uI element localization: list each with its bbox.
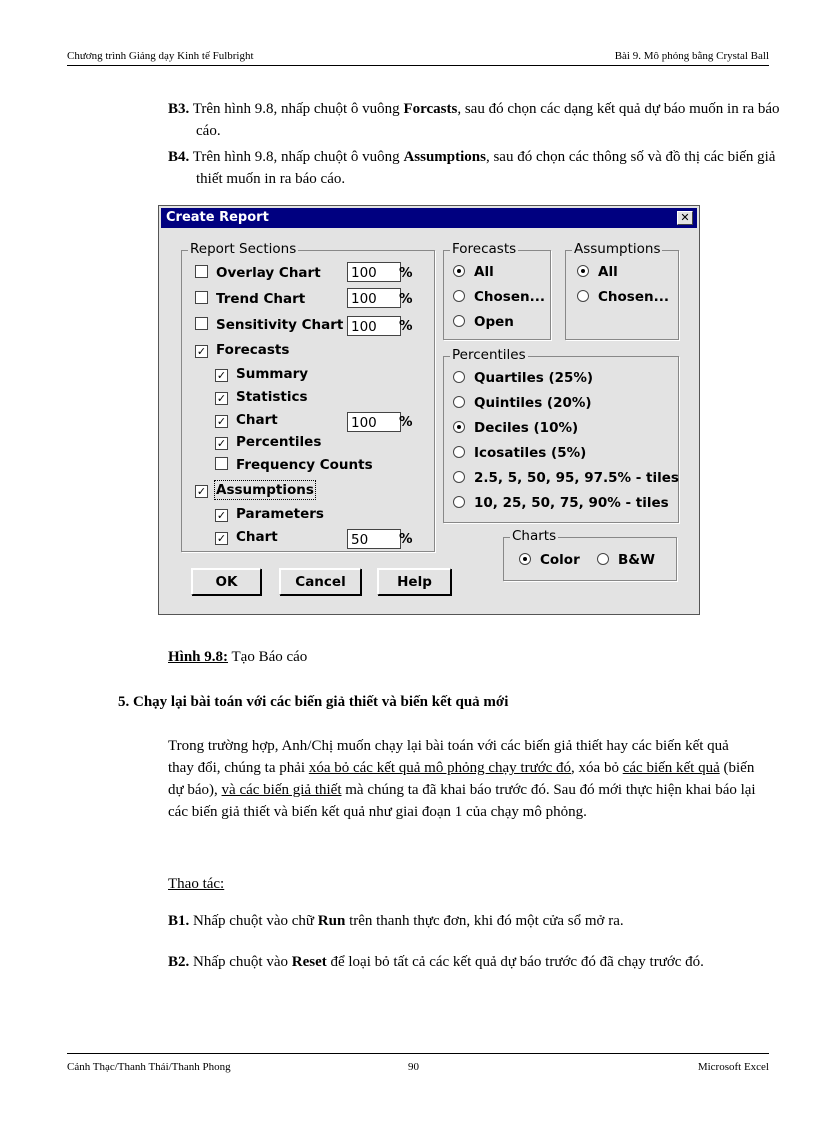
radio-label: Open (474, 314, 514, 330)
radio-dot[interactable] (453, 265, 465, 277)
checkbox-frequency-counts[interactable] (215, 456, 373, 474)
checkbox-label: Chart (236, 412, 278, 428)
radio-forecasts-open[interactable] (453, 313, 514, 331)
checkbox-statistics[interactable] (215, 388, 308, 406)
group-legend: Charts (512, 528, 557, 544)
radio-dot[interactable] (597, 553, 609, 565)
checkbox-box[interactable]: ✓ (216, 415, 227, 428)
percent-label: % (399, 291, 413, 307)
radio-dot[interactable] (453, 371, 465, 383)
caption-label: Hình 9.8: (168, 649, 229, 665)
step-text: , sau đó chọn các thông số và đồ thị các biến giả thiết muốn in ra báo cáo. (196, 149, 776, 187)
radio-quintiles[interactable] (453, 394, 592, 412)
trend-chart-input[interactable]: 100 (347, 288, 401, 308)
dialog-title-bar (161, 208, 697, 228)
radio-quartiles[interactable] (453, 369, 593, 387)
help-button[interactable]: Help (377, 568, 451, 595)
checkbox-assumption-chart[interactable] (215, 528, 278, 546)
radio-dot[interactable] (453, 315, 465, 327)
step-label: B1. (168, 913, 190, 929)
para-text: Trong trường hợp, Anh/Chị muốn chạy lại bài toán với các biến giả thiết hay các biến kết quả thay đổi, chúng ta phải (168, 738, 729, 776)
radio-dot[interactable] (453, 496, 465, 508)
create-report-dialog (158, 205, 700, 615)
radio-label: 10, 25, 50, 75, 90% - tiles (474, 495, 669, 511)
radio-dot[interactable] (453, 396, 465, 408)
step-label: B4. (168, 149, 190, 165)
radio-dot[interactable] (453, 290, 465, 302)
radio-label: Quintiles (20%) (474, 395, 592, 411)
section-title: 5. Chạy lại bài toán với các biến giả thiết và biến kết quả mới (118, 694, 509, 710)
caption-text: Tạo Báo cáo (228, 649, 308, 665)
checkbox-percentiles[interactable] (215, 433, 321, 451)
cancel-button[interactable]: Cancel (279, 568, 361, 595)
step-label: B3. (168, 101, 190, 117)
checkbox-box[interactable]: ✓ (196, 345, 207, 358)
footer-right: Microsoft Excel (697, 1061, 769, 1073)
checkbox-label: Sensitivity Chart (216, 317, 344, 333)
header-right: Bài 9. Mô phỏng bằng Crystal Ball (614, 50, 769, 62)
checkbox-label: Chart (236, 529, 278, 545)
checkbox-trend-chart[interactable] (195, 290, 305, 308)
step-bold: Assumptions (403, 149, 486, 165)
radio-dot[interactable] (453, 446, 465, 458)
checkbox-label: Assumptions (216, 482, 314, 498)
footer-left: Cảnh Thạc/Thanh Thái/Thanh Phong (67, 1061, 231, 1073)
radio-dot[interactable] (577, 290, 589, 302)
checkbox-overlay-chart[interactable] (195, 264, 321, 282)
radio-label: Color (540, 552, 580, 568)
step-text: Nhấp chuột vào (189, 954, 292, 970)
radio-forecasts-all[interactable] (453, 263, 494, 281)
checkbox-box[interactable]: ✓ (196, 485, 207, 498)
checkbox-box[interactable] (195, 317, 208, 330)
figure-caption (168, 646, 307, 668)
radio-label: Deciles (10%) (474, 420, 579, 436)
step-text: Trên hình 9.8, nhấp chuột ô vuông (189, 149, 404, 165)
close-icon[interactable]: ✕ (677, 211, 693, 225)
checkbox-box[interactable] (195, 265, 208, 278)
checkbox-box[interactable]: ✓ (216, 392, 227, 405)
header-left: Chương trình Giảng dạy Kinh tế Fulbright (67, 50, 254, 62)
radio-dot[interactable] (577, 265, 589, 277)
radio-tiles-a[interactable] (453, 469, 679, 487)
assumption-chart-input[interactable]: 50 (347, 529, 401, 549)
step-b1 (168, 910, 786, 932)
sensitivity-chart-input[interactable]: 100 (347, 316, 401, 336)
para-underline: và các biến giả thiết (221, 782, 342, 798)
checkbox-label: Overlay Chart (216, 265, 321, 281)
checkbox-label: Summary (236, 366, 309, 382)
checkbox-box[interactable] (195, 291, 208, 304)
step-b2 (168, 951, 786, 973)
page-footer (67, 1053, 769, 1077)
percent-label: % (399, 318, 413, 334)
radio-bw[interactable] (597, 551, 655, 569)
step-bold: Reset (291, 954, 327, 970)
para-underline: các biến kết quả (622, 760, 720, 776)
para-underline: xóa bỏ các kết quả mô phỏng chạy trước đó (308, 760, 572, 776)
para-text: (biến dự báo), (168, 760, 755, 798)
radio-assumptions-chosen[interactable] (577, 288, 669, 306)
radio-assumptions-all[interactable] (577, 263, 618, 281)
checkbox-forecast-chart[interactable] (215, 411, 278, 429)
radio-label: Chosen... (598, 289, 669, 305)
percent-label: % (399, 414, 413, 430)
step-text: Nhấp chuột vào chữ (189, 913, 318, 929)
para-text: , xóa bỏ (571, 760, 623, 776)
checkbox-box[interactable]: ✓ (216, 369, 227, 382)
page-header (67, 50, 769, 66)
thao-tac-heading: Thao tác: (168, 876, 225, 892)
step-text: , sau đó chọn các dạng kết quả dự báo muốn in ra báo cáo. (196, 101, 780, 139)
checkbox-label: Statistics (236, 389, 308, 405)
checkbox-label: Percentiles (236, 434, 322, 450)
radio-label: 2.5, 5, 50, 95, 97.5% - tiles (474, 470, 679, 486)
checkbox-parameters[interactable] (215, 505, 324, 523)
ok-button[interactable]: OK (191, 568, 261, 595)
radio-dot[interactable] (453, 471, 465, 483)
step-text: Trên hình 9.8, nhấp chuột ô vuông (189, 101, 404, 117)
group-legend: Percentiles (452, 347, 526, 363)
overlay-chart-input[interactable]: 100 (347, 262, 401, 282)
para-text: mà chúng ta đã khai báo trước đó. Sau đó mới thực hiện khai báo lại các biến giả thiết và biến kết quả như giai đoạn 1 của chạy mô phỏng. (168, 782, 756, 820)
checkbox-assumptions[interactable] (195, 481, 314, 499)
forecast-chart-input[interactable]: 100 (347, 412, 401, 432)
radio-label: All (474, 264, 494, 280)
group-legend: Report Sections (190, 241, 297, 257)
radio-label: Icosatiles (5%) (474, 445, 587, 461)
radio-icosatiles[interactable] (453, 444, 586, 462)
checkbox-box[interactable]: ✓ (216, 509, 227, 522)
dialog-title: Create Report (166, 210, 269, 225)
body-paragraph (168, 735, 758, 823)
step-text: trên thanh thực đơn, khi đó một cửa sổ mở ra. (345, 913, 624, 929)
checkbox-sensitivity-chart[interactable] (195, 316, 343, 334)
step-label: B2. (168, 954, 190, 970)
radio-dot[interactable] (519, 553, 531, 565)
step-bold: Run (317, 913, 346, 929)
group-legend: Assumptions (574, 241, 661, 257)
checkbox-label: Trend Chart (216, 291, 306, 307)
step-b3 (168, 98, 786, 142)
checkbox-summary[interactable] (215, 365, 308, 383)
checkbox-forecasts[interactable] (195, 341, 289, 359)
checkbox-label: Forecasts (216, 342, 290, 358)
step-bold: Forcasts (403, 101, 458, 117)
checkbox-label: Parameters (236, 506, 324, 522)
radio-dot[interactable] (453, 421, 465, 433)
checkbox-box[interactable]: ✓ (216, 532, 227, 545)
radio-label: All (598, 264, 618, 280)
radio-color[interactable] (519, 551, 580, 569)
step-text: để loại bỏ tất cả các kết quả dự báo trước đó đã chạy trước đó. (326, 954, 704, 970)
checkbox-box[interactable] (215, 457, 228, 470)
checkbox-label: Frequency Counts (236, 457, 373, 473)
page-number: 90 (408, 1061, 419, 1073)
radio-tiles-b[interactable] (453, 494, 669, 512)
checkbox-box[interactable]: ✓ (216, 437, 227, 450)
group-legend: Forecasts (452, 241, 517, 257)
step-b4 (168, 146, 786, 190)
radio-label: Quartiles (25%) (474, 370, 594, 386)
percent-label: % (399, 531, 413, 547)
radio-label: B&W (618, 552, 655, 568)
radio-deciles[interactable] (453, 419, 578, 437)
percent-label: % (399, 265, 413, 281)
radio-forecasts-chosen[interactable] (453, 288, 545, 306)
radio-label: Chosen... (474, 289, 545, 305)
